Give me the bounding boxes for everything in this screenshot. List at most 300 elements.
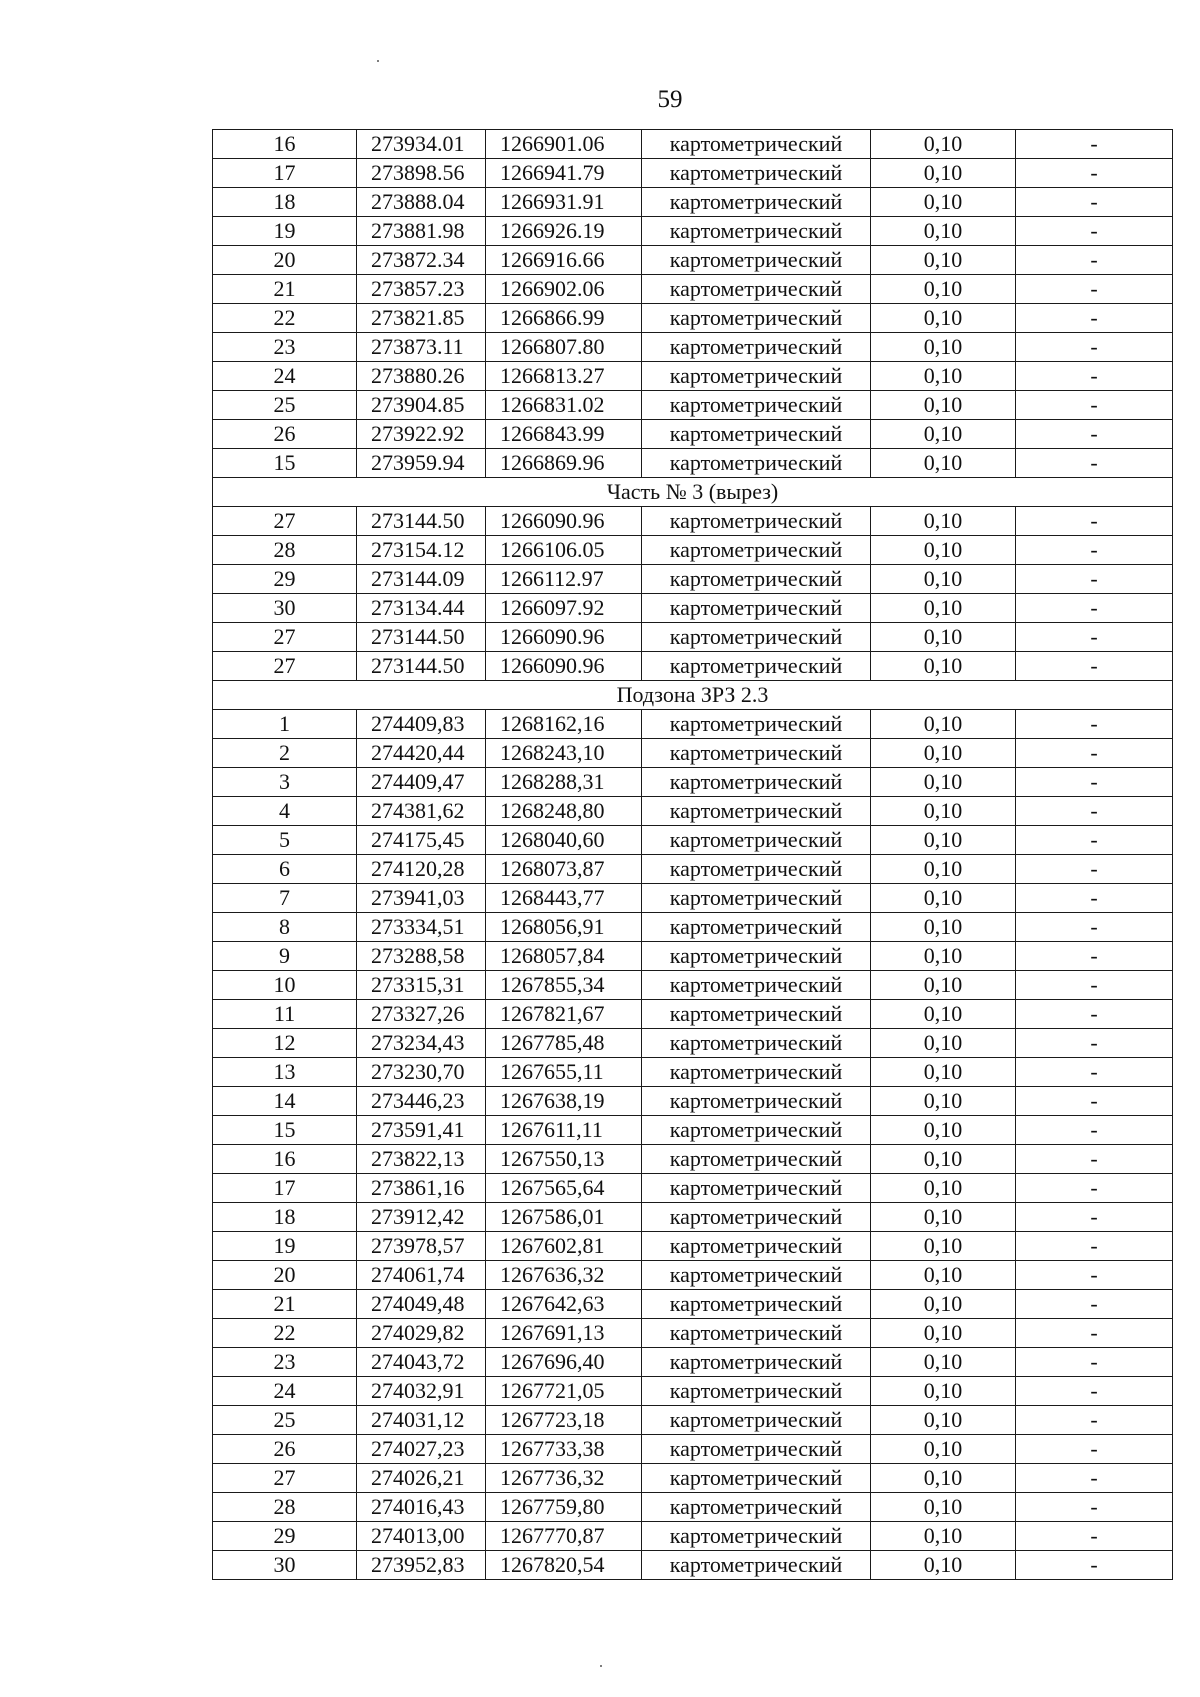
note-cell: - xyxy=(1016,1087,1173,1116)
accuracy-cell: 0,10 xyxy=(871,652,1016,681)
note-cell: - xyxy=(1016,913,1173,942)
point-number-cell: 17 xyxy=(213,159,357,188)
note-cell: - xyxy=(1016,188,1173,217)
point-number-cell: 29 xyxy=(213,1522,357,1551)
y-coordinate-cell: 1266106.05 xyxy=(486,536,642,565)
accuracy-cell: 0,10 xyxy=(871,159,1016,188)
y-coordinate-cell: 1267736,32 xyxy=(486,1464,642,1493)
table-row xyxy=(213,652,1173,681)
accuracy-cell: 0,10 xyxy=(871,797,1016,826)
method-cell: картометрический xyxy=(642,1377,871,1406)
point-number-cell: 15 xyxy=(213,1116,357,1145)
note-cell: - xyxy=(1016,884,1173,913)
point-number-cell: 24 xyxy=(213,362,357,391)
table-row xyxy=(213,1145,1173,1174)
note-cell: - xyxy=(1016,130,1173,159)
table-row xyxy=(213,1203,1173,1232)
point-number-cell: 22 xyxy=(213,1319,357,1348)
y-coordinate-cell: 1267638,19 xyxy=(486,1087,642,1116)
y-coordinate-cell: 1268073,87 xyxy=(486,855,642,884)
accuracy-cell: 0,10 xyxy=(871,130,1016,159)
x-coordinate-cell: 274032,91 xyxy=(357,1377,486,1406)
scan-speck xyxy=(600,1665,602,1667)
x-coordinate-cell: 273230,70 xyxy=(357,1058,486,1087)
table-row xyxy=(213,826,1173,855)
table-row xyxy=(213,623,1173,652)
accuracy-cell: 0,10 xyxy=(871,855,1016,884)
point-number-cell: 28 xyxy=(213,1493,357,1522)
point-number-cell: 1 xyxy=(213,710,357,739)
y-coordinate-cell: 1267821,67 xyxy=(486,1000,642,1029)
point-number-cell: 30 xyxy=(213,1551,357,1580)
method-cell: картометрический xyxy=(642,739,871,768)
x-coordinate-cell: 274409,47 xyxy=(357,768,486,797)
method-cell: картометрический xyxy=(642,768,871,797)
accuracy-cell: 0,10 xyxy=(871,710,1016,739)
point-number-cell: 4 xyxy=(213,797,357,826)
point-number-cell: 21 xyxy=(213,275,357,304)
note-cell: - xyxy=(1016,333,1173,362)
x-coordinate-cell: 274016,43 xyxy=(357,1493,486,1522)
note-cell: - xyxy=(1016,797,1173,826)
x-coordinate-cell: 273880.26 xyxy=(357,362,486,391)
method-cell: картометрический xyxy=(642,420,871,449)
x-coordinate-cell: 274420,44 xyxy=(357,739,486,768)
y-coordinate-cell: 1267602,81 xyxy=(486,1232,642,1261)
accuracy-cell: 0,10 xyxy=(871,1145,1016,1174)
method-cell: картометрический xyxy=(642,1464,871,1493)
accuracy-cell: 0,10 xyxy=(871,1058,1016,1087)
method-cell: картометрический xyxy=(642,333,871,362)
note-cell: - xyxy=(1016,623,1173,652)
note-cell: - xyxy=(1016,1435,1173,1464)
table-row xyxy=(213,971,1173,1000)
table-row xyxy=(213,449,1173,478)
accuracy-cell: 0,10 xyxy=(871,420,1016,449)
accuracy-cell: 0,10 xyxy=(871,1377,1016,1406)
y-coordinate-cell: 1268056,91 xyxy=(486,913,642,942)
method-cell: картометрический xyxy=(642,623,871,652)
point-number-cell: 2 xyxy=(213,739,357,768)
point-number-cell: 19 xyxy=(213,1232,357,1261)
y-coordinate-cell: 1267655,11 xyxy=(486,1058,642,1087)
method-cell: картометрический xyxy=(642,942,871,971)
x-coordinate-cell: 273327,26 xyxy=(357,1000,486,1029)
note-cell: - xyxy=(1016,971,1173,1000)
table-row xyxy=(213,594,1173,623)
y-coordinate-cell: 1266090.96 xyxy=(486,507,642,536)
table-row xyxy=(213,536,1173,565)
y-coordinate-cell: 1268162,16 xyxy=(486,710,642,739)
note-cell: - xyxy=(1016,246,1173,275)
x-coordinate-cell: 273872.34 xyxy=(357,246,486,275)
accuracy-cell: 0,10 xyxy=(871,217,1016,246)
x-coordinate-cell: 274029,82 xyxy=(357,1319,486,1348)
method-cell: картометрический xyxy=(642,1029,871,1058)
note-cell: - xyxy=(1016,275,1173,304)
y-coordinate-cell: 1268288,31 xyxy=(486,768,642,797)
accuracy-cell: 0,10 xyxy=(871,1000,1016,1029)
note-cell: - xyxy=(1016,1319,1173,1348)
table-row xyxy=(213,420,1173,449)
note-cell: - xyxy=(1016,391,1173,420)
method-cell: картометрический xyxy=(642,1319,871,1348)
point-number-cell: 18 xyxy=(213,1203,357,1232)
table-row xyxy=(213,797,1173,826)
accuracy-cell: 0,10 xyxy=(871,826,1016,855)
table-row xyxy=(213,942,1173,971)
x-coordinate-cell: 273144.09 xyxy=(357,565,486,594)
point-number-cell: 28 xyxy=(213,536,357,565)
method-cell: картометрический xyxy=(642,507,871,536)
accuracy-cell: 0,10 xyxy=(871,362,1016,391)
table-row xyxy=(213,130,1173,159)
accuracy-cell: 0,10 xyxy=(871,971,1016,1000)
accuracy-cell: 0,10 xyxy=(871,536,1016,565)
y-coordinate-cell: 1267770,87 xyxy=(486,1522,642,1551)
y-coordinate-cell: 1266090.96 xyxy=(486,652,642,681)
note-cell: - xyxy=(1016,217,1173,246)
method-cell: картометрический xyxy=(642,536,871,565)
point-number-cell: 27 xyxy=(213,652,357,681)
y-coordinate-cell: 1266813.27 xyxy=(486,362,642,391)
accuracy-cell: 0,10 xyxy=(871,1348,1016,1377)
table-row xyxy=(213,391,1173,420)
table-row xyxy=(213,1232,1173,1261)
x-coordinate-cell: 273904.85 xyxy=(357,391,486,420)
x-coordinate-cell: 273912,42 xyxy=(357,1203,486,1232)
table-row xyxy=(213,565,1173,594)
method-cell: картометрический xyxy=(642,246,871,275)
x-coordinate-cell: 273144.50 xyxy=(357,507,486,536)
x-coordinate-cell: 273941,03 xyxy=(357,884,486,913)
x-coordinate-cell: 273888.04 xyxy=(357,188,486,217)
method-cell: картометрический xyxy=(642,1058,871,1087)
accuracy-cell: 0,10 xyxy=(871,623,1016,652)
accuracy-cell: 0,10 xyxy=(871,304,1016,333)
section-title: Подзона ЗРЗ 2.3 xyxy=(213,681,1173,710)
point-number-cell: 15 xyxy=(213,449,357,478)
note-cell: - xyxy=(1016,826,1173,855)
x-coordinate-cell: 273821.85 xyxy=(357,304,486,333)
note-cell: - xyxy=(1016,1203,1173,1232)
table-row xyxy=(213,507,1173,536)
method-cell: картометрический xyxy=(642,1493,871,1522)
table-row xyxy=(213,1261,1173,1290)
table-row xyxy=(213,275,1173,304)
note-cell: - xyxy=(1016,652,1173,681)
method-cell: картометрический xyxy=(642,1551,871,1580)
method-cell: картометрический xyxy=(642,159,871,188)
accuracy-cell: 0,10 xyxy=(871,884,1016,913)
note-cell: - xyxy=(1016,1000,1173,1029)
y-coordinate-cell: 1267723,18 xyxy=(486,1406,642,1435)
point-number-cell: 26 xyxy=(213,1435,357,1464)
point-number-cell: 5 xyxy=(213,826,357,855)
x-coordinate-cell: 273154.12 xyxy=(357,536,486,565)
point-number-cell: 13 xyxy=(213,1058,357,1087)
method-cell: картометрический xyxy=(642,1290,871,1319)
table-row xyxy=(213,159,1173,188)
x-coordinate-cell: 273591,41 xyxy=(357,1116,486,1145)
x-coordinate-cell: 274043,72 xyxy=(357,1348,486,1377)
table-row xyxy=(213,739,1173,768)
x-coordinate-cell: 273898.56 xyxy=(357,159,486,188)
x-coordinate-cell: 274120,28 xyxy=(357,855,486,884)
accuracy-cell: 0,10 xyxy=(871,1464,1016,1493)
y-coordinate-cell: 1268243,10 xyxy=(486,739,642,768)
y-coordinate-cell: 1266901.06 xyxy=(486,130,642,159)
accuracy-cell: 0,10 xyxy=(871,565,1016,594)
method-cell: картометрический xyxy=(642,362,871,391)
table-row xyxy=(213,1000,1173,1029)
x-coordinate-cell: 273234,43 xyxy=(357,1029,486,1058)
table-row xyxy=(213,1522,1173,1551)
accuracy-cell: 0,10 xyxy=(871,1087,1016,1116)
y-coordinate-cell: 1268443,77 xyxy=(486,884,642,913)
table-row xyxy=(213,710,1173,739)
table-row xyxy=(213,1087,1173,1116)
note-cell: - xyxy=(1016,1174,1173,1203)
note-cell: - xyxy=(1016,1377,1173,1406)
method-cell: картометрический xyxy=(642,565,871,594)
y-coordinate-cell: 1267550,13 xyxy=(486,1145,642,1174)
table-row xyxy=(213,1290,1173,1319)
x-coordinate-cell: 274031,12 xyxy=(357,1406,486,1435)
x-coordinate-cell: 273857.23 xyxy=(357,275,486,304)
method-cell: картометрический xyxy=(642,217,871,246)
note-cell: - xyxy=(1016,1058,1173,1087)
method-cell: картометрический xyxy=(642,971,871,1000)
y-coordinate-cell: 1267733,38 xyxy=(486,1435,642,1464)
y-coordinate-cell: 1266931.91 xyxy=(486,188,642,217)
note-cell: - xyxy=(1016,1145,1173,1174)
point-number-cell: 11 xyxy=(213,1000,357,1029)
note-cell: - xyxy=(1016,942,1173,971)
point-number-cell: 27 xyxy=(213,507,357,536)
y-coordinate-cell: 1266926.19 xyxy=(486,217,642,246)
point-number-cell: 29 xyxy=(213,565,357,594)
table-row xyxy=(213,884,1173,913)
y-coordinate-cell: 1266807.80 xyxy=(486,333,642,362)
table-row xyxy=(213,1029,1173,1058)
accuracy-cell: 0,10 xyxy=(871,1406,1016,1435)
y-coordinate-cell: 1267611,11 xyxy=(486,1116,642,1145)
accuracy-cell: 0,10 xyxy=(871,188,1016,217)
table-row xyxy=(213,1058,1173,1087)
y-coordinate-cell: 1268248,80 xyxy=(486,797,642,826)
y-coordinate-cell: 1267759,80 xyxy=(486,1493,642,1522)
x-coordinate-cell: 273861,16 xyxy=(357,1174,486,1203)
method-cell: картометрический xyxy=(642,275,871,304)
table-row xyxy=(213,913,1173,942)
point-number-cell: 16 xyxy=(213,130,357,159)
note-cell: - xyxy=(1016,1348,1173,1377)
note-cell: - xyxy=(1016,1232,1173,1261)
x-coordinate-cell: 273144.50 xyxy=(357,623,486,652)
method-cell: картометрический xyxy=(642,1522,871,1551)
x-coordinate-cell: 274026,21 xyxy=(357,1464,486,1493)
method-cell: картометрический xyxy=(642,1000,871,1029)
accuracy-cell: 0,10 xyxy=(871,246,1016,275)
y-coordinate-cell: 1267696,40 xyxy=(486,1348,642,1377)
x-coordinate-cell: 274013,00 xyxy=(357,1522,486,1551)
method-cell: картометрический xyxy=(642,1406,871,1435)
accuracy-cell: 0,10 xyxy=(871,1116,1016,1145)
y-coordinate-cell: 1267642,63 xyxy=(486,1290,642,1319)
method-cell: картометрический xyxy=(642,391,871,420)
table-row xyxy=(213,768,1173,797)
table-row xyxy=(213,1319,1173,1348)
x-coordinate-cell: 273881.98 xyxy=(357,217,486,246)
x-coordinate-cell: 273978,57 xyxy=(357,1232,486,1261)
section-header-row xyxy=(213,478,1173,507)
method-cell: картометрический xyxy=(642,710,871,739)
method-cell: картометрический xyxy=(642,188,871,217)
accuracy-cell: 0,10 xyxy=(871,1029,1016,1058)
point-number-cell: 20 xyxy=(213,1261,357,1290)
y-coordinate-cell: 1268040,60 xyxy=(486,826,642,855)
y-coordinate-cell: 1267820,54 xyxy=(486,1551,642,1580)
y-coordinate-cell: 1266902.06 xyxy=(486,275,642,304)
note-cell: - xyxy=(1016,1290,1173,1319)
x-coordinate-cell: 273822,13 xyxy=(357,1145,486,1174)
y-coordinate-cell: 1266090.96 xyxy=(486,623,642,652)
accuracy-cell: 0,10 xyxy=(871,275,1016,304)
x-coordinate-cell: 274381,62 xyxy=(357,797,486,826)
method-cell: картометрический xyxy=(642,884,871,913)
method-cell: картометрический xyxy=(642,1232,871,1261)
accuracy-cell: 0,10 xyxy=(871,1290,1016,1319)
accuracy-cell: 0,10 xyxy=(871,768,1016,797)
point-number-cell: 27 xyxy=(213,1464,357,1493)
accuracy-cell: 0,10 xyxy=(871,1493,1016,1522)
y-coordinate-cell: 1266097.92 xyxy=(486,594,642,623)
note-cell: - xyxy=(1016,1406,1173,1435)
point-number-cell: 23 xyxy=(213,333,357,362)
accuracy-cell: 0,10 xyxy=(871,942,1016,971)
table-row xyxy=(213,1174,1173,1203)
accuracy-cell: 0,10 xyxy=(871,1232,1016,1261)
point-number-cell: 21 xyxy=(213,1290,357,1319)
table-row xyxy=(213,304,1173,333)
section-header-row xyxy=(213,681,1173,710)
accuracy-cell: 0,10 xyxy=(871,739,1016,768)
note-cell: - xyxy=(1016,710,1173,739)
method-cell: картометрический xyxy=(642,855,871,884)
table-row xyxy=(213,1116,1173,1145)
y-coordinate-cell: 1266869.96 xyxy=(486,449,642,478)
page-number: 59 xyxy=(657,86,683,113)
y-coordinate-cell: 1266866.99 xyxy=(486,304,642,333)
accuracy-cell: 0,10 xyxy=(871,449,1016,478)
point-number-cell: 24 xyxy=(213,1377,357,1406)
point-number-cell: 25 xyxy=(213,1406,357,1435)
point-number-cell: 26 xyxy=(213,420,357,449)
x-coordinate-cell: 273446,23 xyxy=(357,1087,486,1116)
y-coordinate-cell: 1266941.79 xyxy=(486,159,642,188)
note-cell: - xyxy=(1016,1029,1173,1058)
accuracy-cell: 0,10 xyxy=(871,913,1016,942)
x-coordinate-cell: 273144.50 xyxy=(357,652,486,681)
accuracy-cell: 0,10 xyxy=(871,1435,1016,1464)
note-cell: - xyxy=(1016,739,1173,768)
note-cell: - xyxy=(1016,507,1173,536)
note-cell: - xyxy=(1016,1116,1173,1145)
x-coordinate-cell: 273873.11 xyxy=(357,333,486,362)
y-coordinate-cell: 1266112.97 xyxy=(486,565,642,594)
x-coordinate-cell: 273934.01 xyxy=(357,130,486,159)
accuracy-cell: 0,10 xyxy=(871,1319,1016,1348)
method-cell: картометрический xyxy=(642,797,871,826)
point-number-cell: 19 xyxy=(213,217,357,246)
method-cell: картометрический xyxy=(642,652,871,681)
table-row xyxy=(213,1406,1173,1435)
x-coordinate-cell: 274175,45 xyxy=(357,826,486,855)
note-cell: - xyxy=(1016,768,1173,797)
coordinates-table-body xyxy=(213,130,1173,1580)
table-row xyxy=(213,188,1173,217)
table-row xyxy=(213,1493,1173,1522)
x-coordinate-cell: 273134.44 xyxy=(357,594,486,623)
coordinates-table xyxy=(212,129,1173,1580)
table-row xyxy=(213,362,1173,391)
y-coordinate-cell: 1267586,01 xyxy=(486,1203,642,1232)
x-coordinate-cell: 273959.94 xyxy=(357,449,486,478)
method-cell: картометрический xyxy=(642,130,871,159)
x-coordinate-cell: 273952,83 xyxy=(357,1551,486,1580)
method-cell: картометрический xyxy=(642,1348,871,1377)
y-coordinate-cell: 1266916.66 xyxy=(486,246,642,275)
note-cell: - xyxy=(1016,362,1173,391)
point-number-cell: 3 xyxy=(213,768,357,797)
y-coordinate-cell: 1268057,84 xyxy=(486,942,642,971)
x-coordinate-cell: 273315,31 xyxy=(357,971,486,1000)
point-number-cell: 7 xyxy=(213,884,357,913)
point-number-cell: 20 xyxy=(213,246,357,275)
point-number-cell: 27 xyxy=(213,623,357,652)
note-cell: - xyxy=(1016,304,1173,333)
note-cell: - xyxy=(1016,1261,1173,1290)
point-number-cell: 8 xyxy=(213,913,357,942)
point-number-cell: 23 xyxy=(213,1348,357,1377)
method-cell: картометрический xyxy=(642,304,871,333)
x-coordinate-cell: 273334,51 xyxy=(357,913,486,942)
note-cell: - xyxy=(1016,1464,1173,1493)
note-cell: - xyxy=(1016,536,1173,565)
point-number-cell: 10 xyxy=(213,971,357,1000)
y-coordinate-cell: 1267636,32 xyxy=(486,1261,642,1290)
table-row xyxy=(213,1377,1173,1406)
y-coordinate-cell: 1267565,64 xyxy=(486,1174,642,1203)
accuracy-cell: 0,10 xyxy=(871,391,1016,420)
point-number-cell: 22 xyxy=(213,304,357,333)
accuracy-cell: 0,10 xyxy=(871,1522,1016,1551)
table-row xyxy=(213,1435,1173,1464)
method-cell: картометрический xyxy=(642,1435,871,1464)
x-coordinate-cell: 274049,48 xyxy=(357,1290,486,1319)
point-number-cell: 16 xyxy=(213,1145,357,1174)
note-cell: - xyxy=(1016,159,1173,188)
table-row xyxy=(213,855,1173,884)
point-number-cell: 9 xyxy=(213,942,357,971)
table-row xyxy=(213,246,1173,275)
table-row xyxy=(213,217,1173,246)
x-coordinate-cell: 274027,23 xyxy=(357,1435,486,1464)
point-number-cell: 6 xyxy=(213,855,357,884)
x-coordinate-cell: 274409,83 xyxy=(357,710,486,739)
x-coordinate-cell: 274061,74 xyxy=(357,1261,486,1290)
